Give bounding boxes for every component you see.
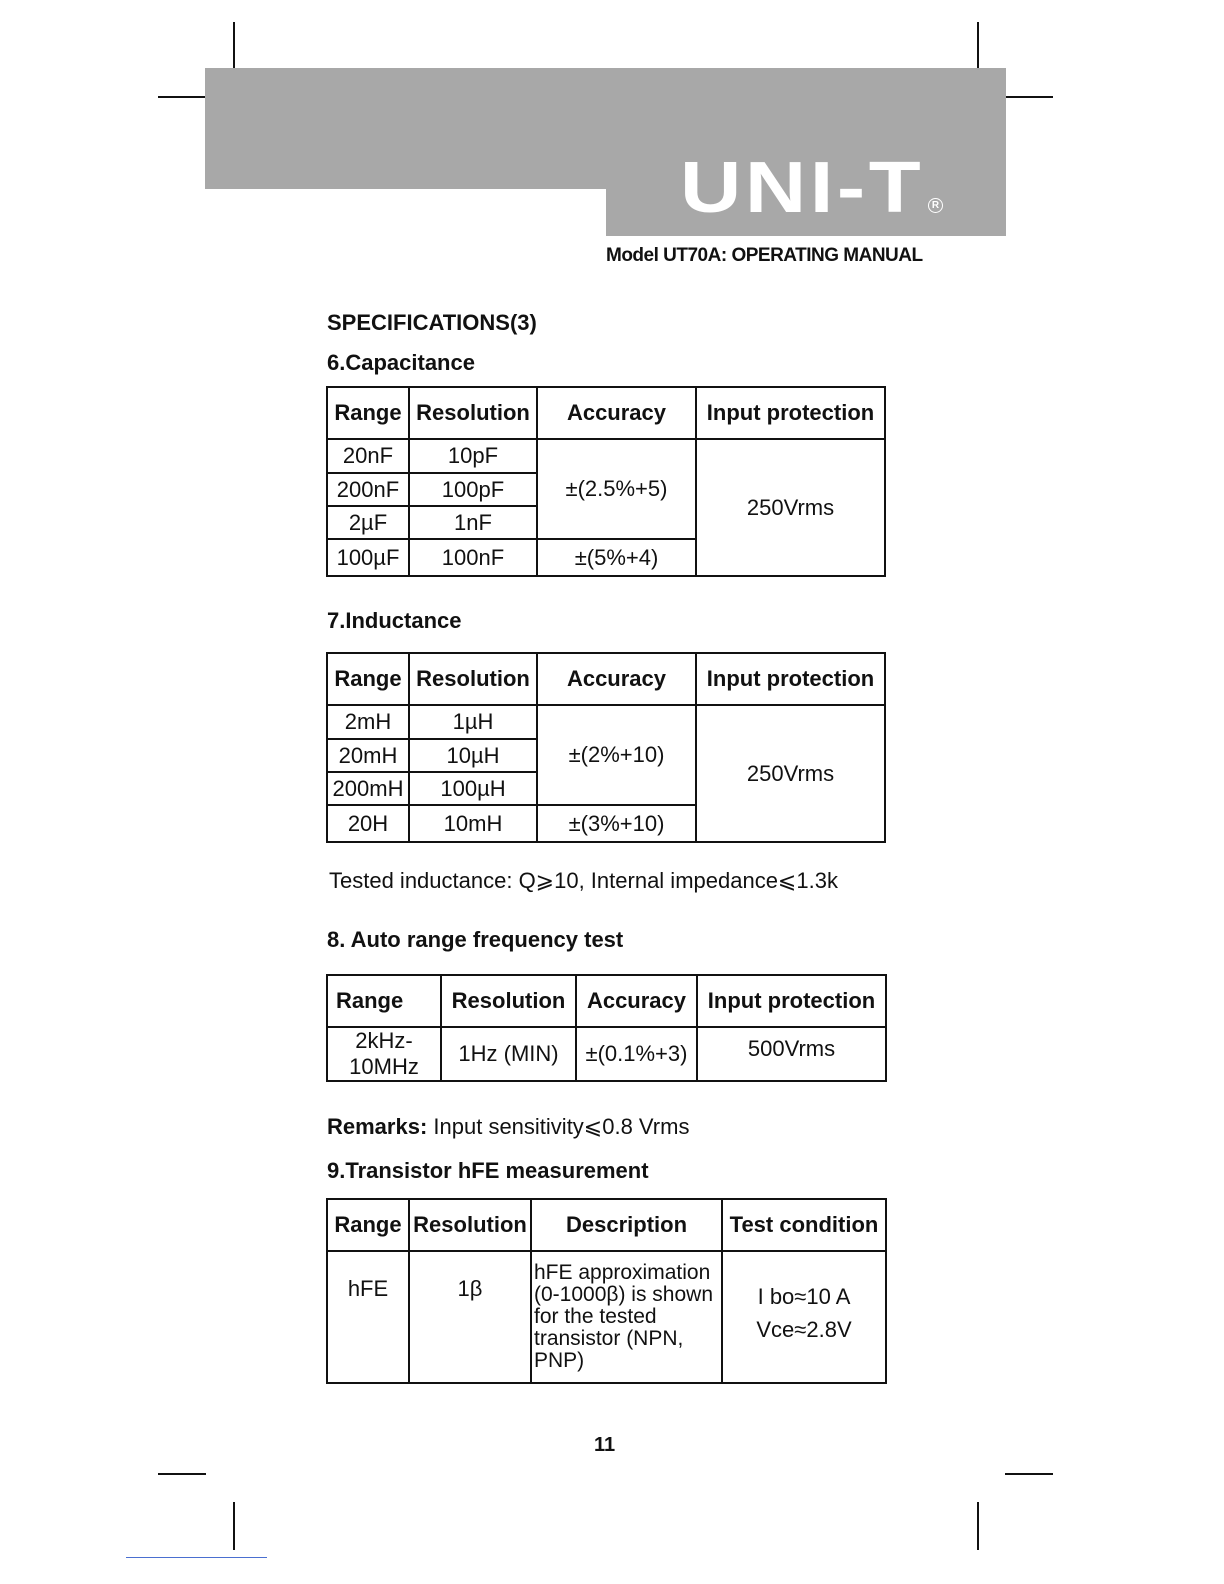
resolution-cell: 100nF xyxy=(409,539,537,576)
condition-cell xyxy=(722,1251,886,1383)
frequency-table xyxy=(326,974,887,1082)
resolution-cell: 1nF xyxy=(409,506,537,539)
description-cell xyxy=(531,1251,722,1383)
header-cell: Accuracy xyxy=(537,387,696,439)
condition-line: Vce≈2.8V xyxy=(756,1317,852,1342)
transistor-heading: 9.Transistor hFE measurement xyxy=(327,1158,649,1183)
resolution-cell: 1Hz (MIN) xyxy=(441,1027,576,1081)
resolution-cell: 100µH xyxy=(409,772,537,805)
page-number: 11 xyxy=(594,1434,616,1456)
resolution-cell: 10pF xyxy=(409,439,537,473)
capacitance-heading: 6.Capacitance xyxy=(327,350,475,375)
page-title: SPECIFICATIONS(3) xyxy=(327,310,537,335)
header-cell: Description xyxy=(531,1199,722,1251)
protection-cell: 500Vrms xyxy=(697,1027,886,1081)
crop-mark xyxy=(158,1473,206,1475)
header-cell: Range xyxy=(327,653,409,705)
frequency-heading: 8. Auto range frequency test xyxy=(327,927,624,952)
resolution-cell: 10mH xyxy=(409,805,537,842)
header-cell: Input protection xyxy=(697,975,886,1027)
crop-mark xyxy=(233,1502,235,1550)
transistor-table xyxy=(326,1198,887,1384)
condition-line: I bo≈10 A xyxy=(757,1284,851,1309)
header-cell: Resolution xyxy=(409,653,537,705)
protection-cell: 250Vrms xyxy=(696,705,885,842)
range-cell: 2µF xyxy=(327,506,409,539)
crop-mark xyxy=(1005,1473,1053,1475)
inductance-heading: 7.Inductance xyxy=(327,608,462,633)
range-cell: 200nF xyxy=(327,473,409,506)
manual-subtitle: Model UT70A: OPERATING MANUAL xyxy=(606,245,923,266)
header-cell: Resolution xyxy=(409,1199,531,1251)
header-cell: Resolution xyxy=(409,387,537,439)
resolution-cell: 1µH xyxy=(409,705,537,739)
remarks xyxy=(327,1114,689,1140)
range-cell: 100µF xyxy=(327,539,409,576)
header-cell: Range xyxy=(327,387,409,439)
link-underline xyxy=(126,1557,267,1558)
header-cell: Input protection xyxy=(696,653,885,705)
accuracy-cell: ±(2%+10) xyxy=(537,705,696,805)
description-line: PNP) xyxy=(534,1349,585,1372)
inductance-table xyxy=(326,652,886,843)
accuracy-cell: ±(2.5%+5) xyxy=(537,439,696,539)
brand-logo: UNI-T xyxy=(680,148,925,228)
inductance-note: Tested inductance: Q⩾10, Internal impedance⩽1.3k xyxy=(329,868,838,893)
header-cell: Resolution xyxy=(441,975,576,1027)
range-cell: hFE xyxy=(327,1251,409,1383)
header-cell: Accuracy xyxy=(576,975,697,1027)
range-cell: 20nF xyxy=(327,439,409,473)
crop-mark xyxy=(158,96,206,98)
resolution-cell: 1β xyxy=(409,1251,531,1383)
range-cell xyxy=(327,1027,441,1081)
capacitance-table xyxy=(326,386,886,577)
crop-mark xyxy=(233,22,235,70)
range-cell: 20H xyxy=(327,805,409,842)
accuracy-cell: ±(3%+10) xyxy=(537,805,696,842)
accuracy-cell: ±(5%+4) xyxy=(537,539,696,576)
header-cell: Test condition xyxy=(722,1199,886,1251)
description-line: (0-1000β) is shown xyxy=(534,1283,713,1306)
crop-mark xyxy=(977,22,979,70)
description-line: hFE approximation xyxy=(534,1261,711,1284)
range-cell: 20mH xyxy=(327,739,409,772)
description-line: for the tested xyxy=(534,1305,657,1328)
accuracy-cell: ±(0.1%+3) xyxy=(576,1027,697,1081)
resolution-cell: 100pF xyxy=(409,473,537,506)
description-line: transistor (NPN, xyxy=(534,1327,684,1350)
header-cell: Range xyxy=(327,1199,409,1251)
range-line: 10MHz xyxy=(349,1054,419,1079)
remarks-text: Input sensitivity⩽0.8 Vrms xyxy=(433,1114,690,1139)
registered-mark: R xyxy=(928,198,943,213)
range-cell: 2mH xyxy=(327,705,409,739)
range-line: 2kHz- xyxy=(355,1028,413,1053)
range-cell: 200mH xyxy=(327,772,409,805)
header-cell: Range xyxy=(327,975,441,1027)
crop-mark xyxy=(1005,96,1053,98)
crop-mark xyxy=(977,1502,979,1550)
header-cell: Accuracy xyxy=(537,653,696,705)
resolution-cell: 10µH xyxy=(409,739,537,772)
header-cell: Input protection xyxy=(696,387,885,439)
protection-cell: 250Vrms xyxy=(696,439,885,576)
remarks-label: Remarks: xyxy=(327,1114,428,1139)
